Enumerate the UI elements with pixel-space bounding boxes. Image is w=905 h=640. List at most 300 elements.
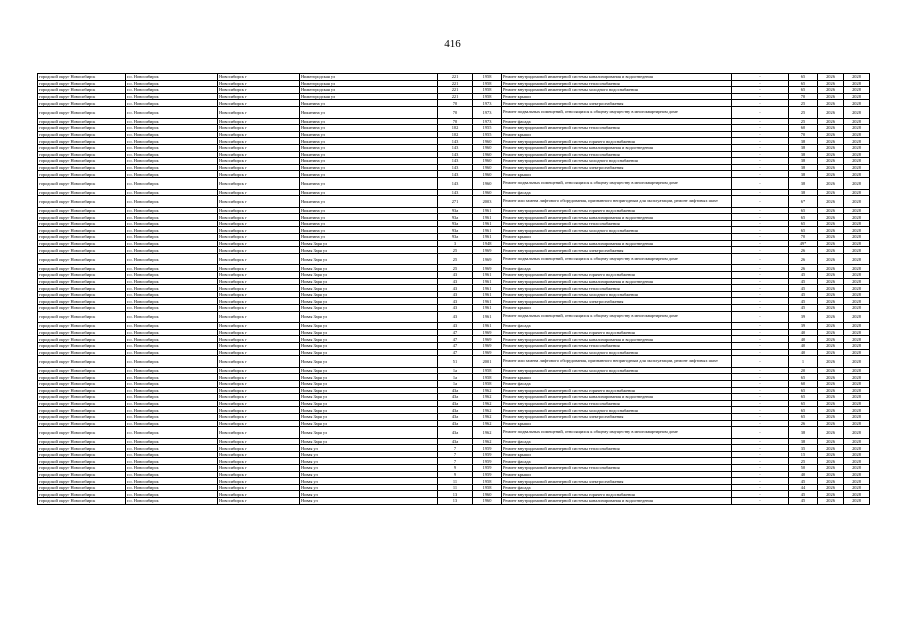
year-cell: 1958 xyxy=(473,478,502,485)
house-cell: 93а xyxy=(438,214,473,221)
street-cell: Нижегородская ул xyxy=(300,74,438,81)
district-cell: городской округ Новосибирск xyxy=(38,311,126,323)
work-type-cell: Ремонт внутридомовой инженерной системы холодного водоснабжения xyxy=(502,349,732,356)
city-cell: Новосибирск г xyxy=(218,465,300,472)
table-row xyxy=(38,240,870,247)
work-type-cell: Ремонт фасада xyxy=(502,189,732,196)
dash-cell: - xyxy=(732,374,789,381)
end-year-cell: 2028 xyxy=(844,427,870,439)
work-type-cell: Ремонт внутридомовой инженерной системы канализирования и водоотведения xyxy=(502,240,732,247)
table-row xyxy=(38,220,870,227)
street-cell: Никитина ул xyxy=(300,171,438,178)
municipality-cell: г.о. Новосибирск xyxy=(126,394,218,401)
municipality-cell: г.о. Новосибирск xyxy=(126,291,218,298)
street-cell: Никитина ул xyxy=(300,220,438,227)
year-cell: 1958 xyxy=(473,74,502,81)
house-cell: 70 xyxy=(438,100,473,107)
street-cell: Никитина ул xyxy=(300,164,438,171)
house-cell: 143 xyxy=(438,151,473,158)
work-type-cell: Ремонт внутридомовой инженерной системы теплоснабжения xyxy=(502,465,732,472)
start-year-cell: 2026 xyxy=(818,118,844,125)
end-year-cell: 2028 xyxy=(844,151,870,158)
municipality-cell: г.о. Новосибирск xyxy=(126,491,218,498)
dash-cell: - xyxy=(732,240,789,247)
table-row xyxy=(38,234,870,241)
city-cell: Новосибирск г xyxy=(218,413,300,420)
street-cell: Новая Заря ул xyxy=(300,323,438,330)
municipality-cell: г.о. Новосибирск xyxy=(126,265,218,272)
term-cell: 39 xyxy=(789,323,818,330)
city-cell: Новосибирск г xyxy=(218,498,300,505)
work-type-cell: Ремонт подвальных помещений, относящихся к общему имуществу в многоквартирном доме xyxy=(502,253,732,265)
street-cell: Новая ул xyxy=(300,458,438,465)
municipality-cell: г.о. Новосибирск xyxy=(126,323,218,330)
start-year-cell: 2026 xyxy=(818,356,844,368)
year-cell: 2003 xyxy=(473,196,502,208)
dash-cell: - xyxy=(732,171,789,178)
street-cell: Новая ул xyxy=(300,491,438,498)
work-type-cell: Ремонт внутридомовой инженерной системы канализирования и водоотведения xyxy=(502,336,732,343)
end-year-cell: 2028 xyxy=(844,227,870,234)
work-type-cell: Ремонт внутридомовой инженерной системы холодного водоснабжения xyxy=(502,227,732,234)
city-cell: Новосибирск г xyxy=(218,394,300,401)
municipality-cell: г.о. Новосибирск xyxy=(126,311,218,323)
start-year-cell: 2026 xyxy=(818,394,844,401)
street-cell: Новая Заря ул xyxy=(300,342,438,349)
table-row xyxy=(38,196,870,208)
table-row xyxy=(38,458,870,465)
city-cell: Новосибирск г xyxy=(218,491,300,498)
term-cell: 26 xyxy=(789,265,818,272)
city-cell: Новосибирск г xyxy=(218,451,300,458)
work-type-cell: Ремонт внутридомовой инженерной системы холодного водоснабжения xyxy=(502,291,732,298)
house-cell: 102 xyxy=(438,131,473,138)
year-cell: 1969 xyxy=(473,253,502,265)
work-type-cell: Ремонт внутридомовой инженерной системы канализирования и водоотведения xyxy=(502,74,732,81)
work-type-cell: Ремонт крыши xyxy=(502,131,732,138)
district-cell: городской округ Новосибирск xyxy=(38,253,126,265)
street-cell: Новая Заря ул xyxy=(300,285,438,292)
street-cell: Никитина ул xyxy=(300,131,438,138)
end-year-cell: 2028 xyxy=(844,400,870,407)
table-row xyxy=(38,305,870,312)
municipality-cell: г.о. Новосибирск xyxy=(126,227,218,234)
year-cell: 1961 xyxy=(473,291,502,298)
city-cell: Новосибирск г xyxy=(218,227,300,234)
year-cell: 1969 xyxy=(473,336,502,343)
municipality-cell: г.о. Новосибирск xyxy=(126,420,218,427)
municipality-cell: г.о. Новосибирск xyxy=(126,151,218,158)
term-cell: 65 xyxy=(789,207,818,214)
table-row xyxy=(38,329,870,336)
city-cell: Новосибирск г xyxy=(218,478,300,485)
municipality-cell: г.о. Новосибирск xyxy=(126,118,218,125)
district-cell: городской округ Новосибирск xyxy=(38,265,126,272)
table-row xyxy=(38,100,870,107)
table-row xyxy=(38,177,870,189)
house-cell: 143 xyxy=(438,138,473,145)
start-year-cell: 2026 xyxy=(818,93,844,100)
work-type-cell: Ремонт фасада xyxy=(502,484,732,491)
end-year-cell: 2028 xyxy=(844,374,870,381)
district-cell: городской округ Новосибирск xyxy=(38,189,126,196)
house-cell: 102 xyxy=(438,125,473,132)
start-year-cell: 2026 xyxy=(818,265,844,272)
year-cell: 1961 xyxy=(473,278,502,285)
start-year-cell: 2026 xyxy=(818,329,844,336)
work-type-cell: Ремонт фасада xyxy=(502,323,732,330)
term-cell: 26 xyxy=(789,247,818,254)
start-year-cell: 2026 xyxy=(818,451,844,458)
table-row xyxy=(38,151,870,158)
year-cell: 1958 xyxy=(473,374,502,381)
street-cell: Новая Заря ул xyxy=(300,291,438,298)
municipality-cell: г.о. Новосибирск xyxy=(126,380,218,387)
house-cell: 9 xyxy=(438,465,473,472)
term-cell: 25 xyxy=(789,118,818,125)
table-row xyxy=(38,144,870,151)
city-cell: Новосибирск г xyxy=(218,305,300,312)
term-cell: 65 xyxy=(789,214,818,221)
year-cell: 1959 xyxy=(473,458,502,465)
municipality-cell: г.о. Новосибирск xyxy=(126,100,218,107)
start-year-cell: 2026 xyxy=(818,336,844,343)
year-cell: 1960 xyxy=(473,189,502,196)
start-year-cell: 2026 xyxy=(818,100,844,107)
start-year-cell: 2026 xyxy=(818,74,844,81)
district-cell: городской округ Новосибирск xyxy=(38,438,126,445)
dash-cell: - xyxy=(732,207,789,214)
district-cell: городской округ Новосибирск xyxy=(38,285,126,292)
term-cell: 38 xyxy=(789,427,818,439)
municipality-cell: г.о. Новосибирск xyxy=(126,240,218,247)
start-year-cell: 2026 xyxy=(818,214,844,221)
street-cell: Никитина ул xyxy=(300,227,438,234)
municipality-cell: г.о. Новосибирск xyxy=(126,342,218,349)
house-cell: 143 xyxy=(438,177,473,189)
start-year-cell: 2026 xyxy=(818,349,844,356)
work-type-cell: Ремонт крыши xyxy=(502,93,732,100)
district-cell: городской округ Новосибирск xyxy=(38,491,126,498)
table-row xyxy=(38,491,870,498)
term-cell: 20 xyxy=(789,367,818,374)
end-year-cell: 2028 xyxy=(844,298,870,305)
end-year-cell: 2028 xyxy=(844,458,870,465)
end-year-cell: 2028 xyxy=(844,74,870,81)
house-cell: 11 xyxy=(438,478,473,485)
start-year-cell: 2026 xyxy=(818,138,844,145)
year-cell: 1969 xyxy=(473,342,502,349)
end-year-cell: 2028 xyxy=(844,196,870,208)
table-row xyxy=(38,93,870,100)
work-type-cell: Ремонт внутридомовой инженерной системы холодного водоснабжения xyxy=(502,407,732,414)
work-type-cell: Ремонт крыши xyxy=(502,374,732,381)
house-cell: 43 xyxy=(438,311,473,323)
street-cell: Новая ул xyxy=(300,451,438,458)
street-cell: Никитина ул xyxy=(300,100,438,107)
municipality-cell: г.о. Новосибирск xyxy=(126,471,218,478)
table-row xyxy=(38,367,870,374)
street-cell: Новая ул xyxy=(300,465,438,472)
house-cell: 7 xyxy=(438,451,473,458)
table-body xyxy=(38,74,870,505)
municipality-cell: г.о. Новосибирск xyxy=(126,106,218,118)
year-cell: 1958 xyxy=(473,87,502,94)
start-year-cell: 2026 xyxy=(818,158,844,165)
dash-cell: - xyxy=(732,458,789,465)
term-cell: 38 xyxy=(789,171,818,178)
street-cell: Новая Заря ул xyxy=(300,367,438,374)
table-row xyxy=(38,278,870,285)
district-cell: городской округ Новосибирск xyxy=(38,329,126,336)
end-year-cell: 2028 xyxy=(844,438,870,445)
year-cell: 1961 xyxy=(473,234,502,241)
year-cell: 1962 xyxy=(473,413,502,420)
dash-cell: - xyxy=(732,138,789,145)
house-cell: 43а xyxy=(438,387,473,394)
table-row xyxy=(38,498,870,505)
city-cell: Новосибирск г xyxy=(218,349,300,356)
year-cell: 2001 xyxy=(473,356,502,368)
dash-cell: - xyxy=(732,498,789,505)
district-cell: городской округ Новосибирск xyxy=(38,220,126,227)
dash-cell: - xyxy=(732,305,789,312)
work-type-cell: Ремонт или замена лифтового оборудования, признанного непригодным для эксплуатации, ремонт лифтовых шахт xyxy=(502,196,732,208)
start-year-cell: 2026 xyxy=(818,131,844,138)
table-row xyxy=(38,471,870,478)
house-cell: 3 xyxy=(438,240,473,247)
start-year-cell: 2026 xyxy=(818,171,844,178)
district-cell: городской округ Новосибирск xyxy=(38,291,126,298)
dash-cell: - xyxy=(732,74,789,81)
year-cell: 1960 xyxy=(473,158,502,165)
work-type-cell: Ремонт внутридомовой инженерной системы электроснабжения xyxy=(502,413,732,420)
table-row xyxy=(38,189,870,196)
end-year-cell: 2028 xyxy=(844,100,870,107)
year-cell: 1961 xyxy=(473,323,502,330)
term-cell: 65 xyxy=(789,400,818,407)
street-cell: Никитина ул xyxy=(300,177,438,189)
district-cell: городской округ Новосибирск xyxy=(38,387,126,394)
work-type-cell: Ремонт внутридомовой инженерной системы электроснабжения xyxy=(502,164,732,171)
year-cell: 1960 xyxy=(473,164,502,171)
district-cell: городской округ Новосибирск xyxy=(38,298,126,305)
dash-cell: - xyxy=(732,367,789,374)
city-cell: Новосибирск г xyxy=(218,80,300,87)
end-year-cell: 2028 xyxy=(844,158,870,165)
end-year-cell: 2028 xyxy=(844,451,870,458)
city-cell: Новосибирск г xyxy=(218,458,300,465)
term-cell: 65 xyxy=(789,394,818,401)
start-year-cell: 2026 xyxy=(818,189,844,196)
work-type-cell: Ремонт внутридомовой инженерной системы теплоснабжения xyxy=(502,285,732,292)
year-cell: 1960 xyxy=(473,171,502,178)
house-cell: 9 xyxy=(438,471,473,478)
municipality-cell: г.о. Новосибирск xyxy=(126,374,218,381)
district-cell: городской округ Новосибирск xyxy=(38,240,126,247)
city-cell: Новосибирск г xyxy=(218,265,300,272)
dash-cell: - xyxy=(732,118,789,125)
table-row xyxy=(38,171,870,178)
street-cell: Никитина ул xyxy=(300,144,438,151)
district-cell: городской округ Новосибирск xyxy=(38,247,126,254)
end-year-cell: 2028 xyxy=(844,189,870,196)
house-cell: 47 xyxy=(438,342,473,349)
city-cell: Новосибирск г xyxy=(218,329,300,336)
district-cell: городской округ Новосибирск xyxy=(38,305,126,312)
table-row xyxy=(38,356,870,368)
street-cell: Новая ул xyxy=(300,484,438,491)
municipality-cell: г.о. Новосибирск xyxy=(126,93,218,100)
term-cell: 70 xyxy=(789,234,818,241)
table-row xyxy=(38,272,870,279)
end-year-cell: 2028 xyxy=(844,177,870,189)
table-row xyxy=(38,74,870,81)
municipality-cell: г.о. Новосибирск xyxy=(126,478,218,485)
house-cell: 43а xyxy=(438,420,473,427)
table-row xyxy=(38,380,870,387)
dash-cell: - xyxy=(732,438,789,445)
end-year-cell: 2028 xyxy=(844,80,870,87)
district-cell: городской округ Новосибирск xyxy=(38,164,126,171)
year-cell: 1962 xyxy=(473,400,502,407)
start-year-cell: 2026 xyxy=(818,80,844,87)
municipality-cell: г.о. Новосибирск xyxy=(126,131,218,138)
work-type-cell: Ремонт внутридомовой инженерной системы электроснабжения xyxy=(502,298,732,305)
municipality-cell: г.о. Новосибирск xyxy=(126,451,218,458)
municipality-cell: г.о. Новосибирск xyxy=(126,445,218,452)
end-year-cell: 2028 xyxy=(844,407,870,414)
end-year-cell: 2028 xyxy=(844,214,870,221)
municipality-cell: г.о. Новосибирск xyxy=(126,427,218,439)
house-cell: 1а xyxy=(438,367,473,374)
table-row xyxy=(38,158,870,165)
term-cell: 65 xyxy=(789,220,818,227)
end-year-cell: 2028 xyxy=(844,138,870,145)
end-year-cell: 2028 xyxy=(844,171,870,178)
city-cell: Новосибирск г xyxy=(218,356,300,368)
district-cell: городской округ Новосибирск xyxy=(38,171,126,178)
work-type-cell: Ремонт внутридомовой инженерной системы теплоснабжения xyxy=(502,400,732,407)
street-cell: Никитина ул xyxy=(300,118,438,125)
city-cell: Новосибирск г xyxy=(218,151,300,158)
end-year-cell: 2028 xyxy=(844,253,870,265)
street-cell: Новая Заря ул xyxy=(300,374,438,381)
house-cell: 93а xyxy=(438,207,473,214)
dash-cell: - xyxy=(732,329,789,336)
street-cell: Новая Заря ул xyxy=(300,305,438,312)
city-cell: Новосибирск г xyxy=(218,220,300,227)
street-cell: Никитина ул xyxy=(300,106,438,118)
start-year-cell: 2026 xyxy=(818,407,844,414)
street-cell: Нижегородская ул xyxy=(300,80,438,87)
district-cell: городской округ Новосибирск xyxy=(38,272,126,279)
end-year-cell: 2028 xyxy=(844,285,870,292)
city-cell: Новосибирск г xyxy=(218,323,300,330)
term-cell: 49* xyxy=(789,240,818,247)
house-cell: 7 xyxy=(438,458,473,465)
term-cell: 45 xyxy=(789,491,818,498)
dash-cell: - xyxy=(732,247,789,254)
municipality-cell: г.о. Новосибирск xyxy=(126,144,218,151)
start-year-cell: 2026 xyxy=(818,413,844,420)
municipality-cell: г.о. Новосибирск xyxy=(126,164,218,171)
end-year-cell: 2028 xyxy=(844,394,870,401)
start-year-cell: 2026 xyxy=(818,458,844,465)
work-type-cell: Ремонт фасада xyxy=(502,265,732,272)
city-cell: Новосибирск г xyxy=(218,380,300,387)
work-type-cell: Ремонт подвальных помещений, относящихся к общему имуществу в многоквартирном доме xyxy=(502,427,732,439)
district-cell: городской округ Новосибирск xyxy=(38,498,126,505)
house-cell: 43а xyxy=(438,394,473,401)
street-cell: Нижегородская ул xyxy=(300,93,438,100)
district-cell: городской округ Новосибирск xyxy=(38,131,126,138)
dash-cell: - xyxy=(732,311,789,323)
city-cell: Новосибирск г xyxy=(218,400,300,407)
dash-cell: - xyxy=(732,100,789,107)
start-year-cell: 2026 xyxy=(818,427,844,439)
term-cell: 50 xyxy=(789,465,818,472)
start-year-cell: 2026 xyxy=(818,380,844,387)
house-cell: 43а xyxy=(438,407,473,414)
term-cell: 25 xyxy=(789,458,818,465)
street-cell: Никитина ул xyxy=(300,207,438,214)
year-cell: 1960 xyxy=(473,177,502,189)
dash-cell: - xyxy=(732,420,789,427)
house-cell: 271 xyxy=(438,196,473,208)
table-row xyxy=(38,265,870,272)
district-cell: городской округ Новосибирск xyxy=(38,74,126,81)
district-cell: городской округ Новосибирск xyxy=(38,144,126,151)
table-row xyxy=(38,164,870,171)
dash-cell: - xyxy=(732,394,789,401)
end-year-cell: 2028 xyxy=(844,305,870,312)
district-cell: городской округ Новосибирск xyxy=(38,427,126,439)
end-year-cell: 2028 xyxy=(844,380,870,387)
street-cell: Никитина ул xyxy=(300,158,438,165)
table-row xyxy=(38,342,870,349)
municipality-cell: г.о. Новосибирск xyxy=(126,305,218,312)
house-cell: 43 xyxy=(438,323,473,330)
municipality-cell: г.о. Новосибирск xyxy=(126,458,218,465)
municipality-cell: г.о. Новосибирск xyxy=(126,87,218,94)
end-year-cell: 2028 xyxy=(844,478,870,485)
house-cell: 47 xyxy=(438,329,473,336)
year-cell: 1962 xyxy=(473,407,502,414)
work-type-cell: Ремонт фасада xyxy=(502,458,732,465)
start-year-cell: 2026 xyxy=(818,253,844,265)
work-type-cell: Ремонт внутридомовой инженерной системы теплоснабжения xyxy=(502,342,732,349)
start-year-cell: 2026 xyxy=(818,278,844,285)
dash-cell: - xyxy=(732,189,789,196)
district-cell: городской округ Новосибирск xyxy=(38,234,126,241)
start-year-cell: 2026 xyxy=(818,465,844,472)
end-year-cell: 2028 xyxy=(844,131,870,138)
house-cell: 43 xyxy=(438,272,473,279)
street-cell: Новая Заря ул xyxy=(300,427,438,439)
start-year-cell: 2026 xyxy=(818,323,844,330)
end-year-cell: 2028 xyxy=(844,342,870,349)
municipality-cell: г.о. Новосибирск xyxy=(126,214,218,221)
city-cell: Новосибирск г xyxy=(218,171,300,178)
municipality-cell: г.о. Новосибирск xyxy=(126,356,218,368)
start-year-cell: 2026 xyxy=(818,342,844,349)
end-year-cell: 2028 xyxy=(844,125,870,132)
table-row xyxy=(38,87,870,94)
house-cell: 143 xyxy=(438,164,473,171)
work-type-cell: Ремонт внутридомовой инженерной системы холодного водоснабжения xyxy=(502,87,732,94)
work-type-cell: Ремонт внутридомовой инженерной системы электроснабжения xyxy=(502,478,732,485)
